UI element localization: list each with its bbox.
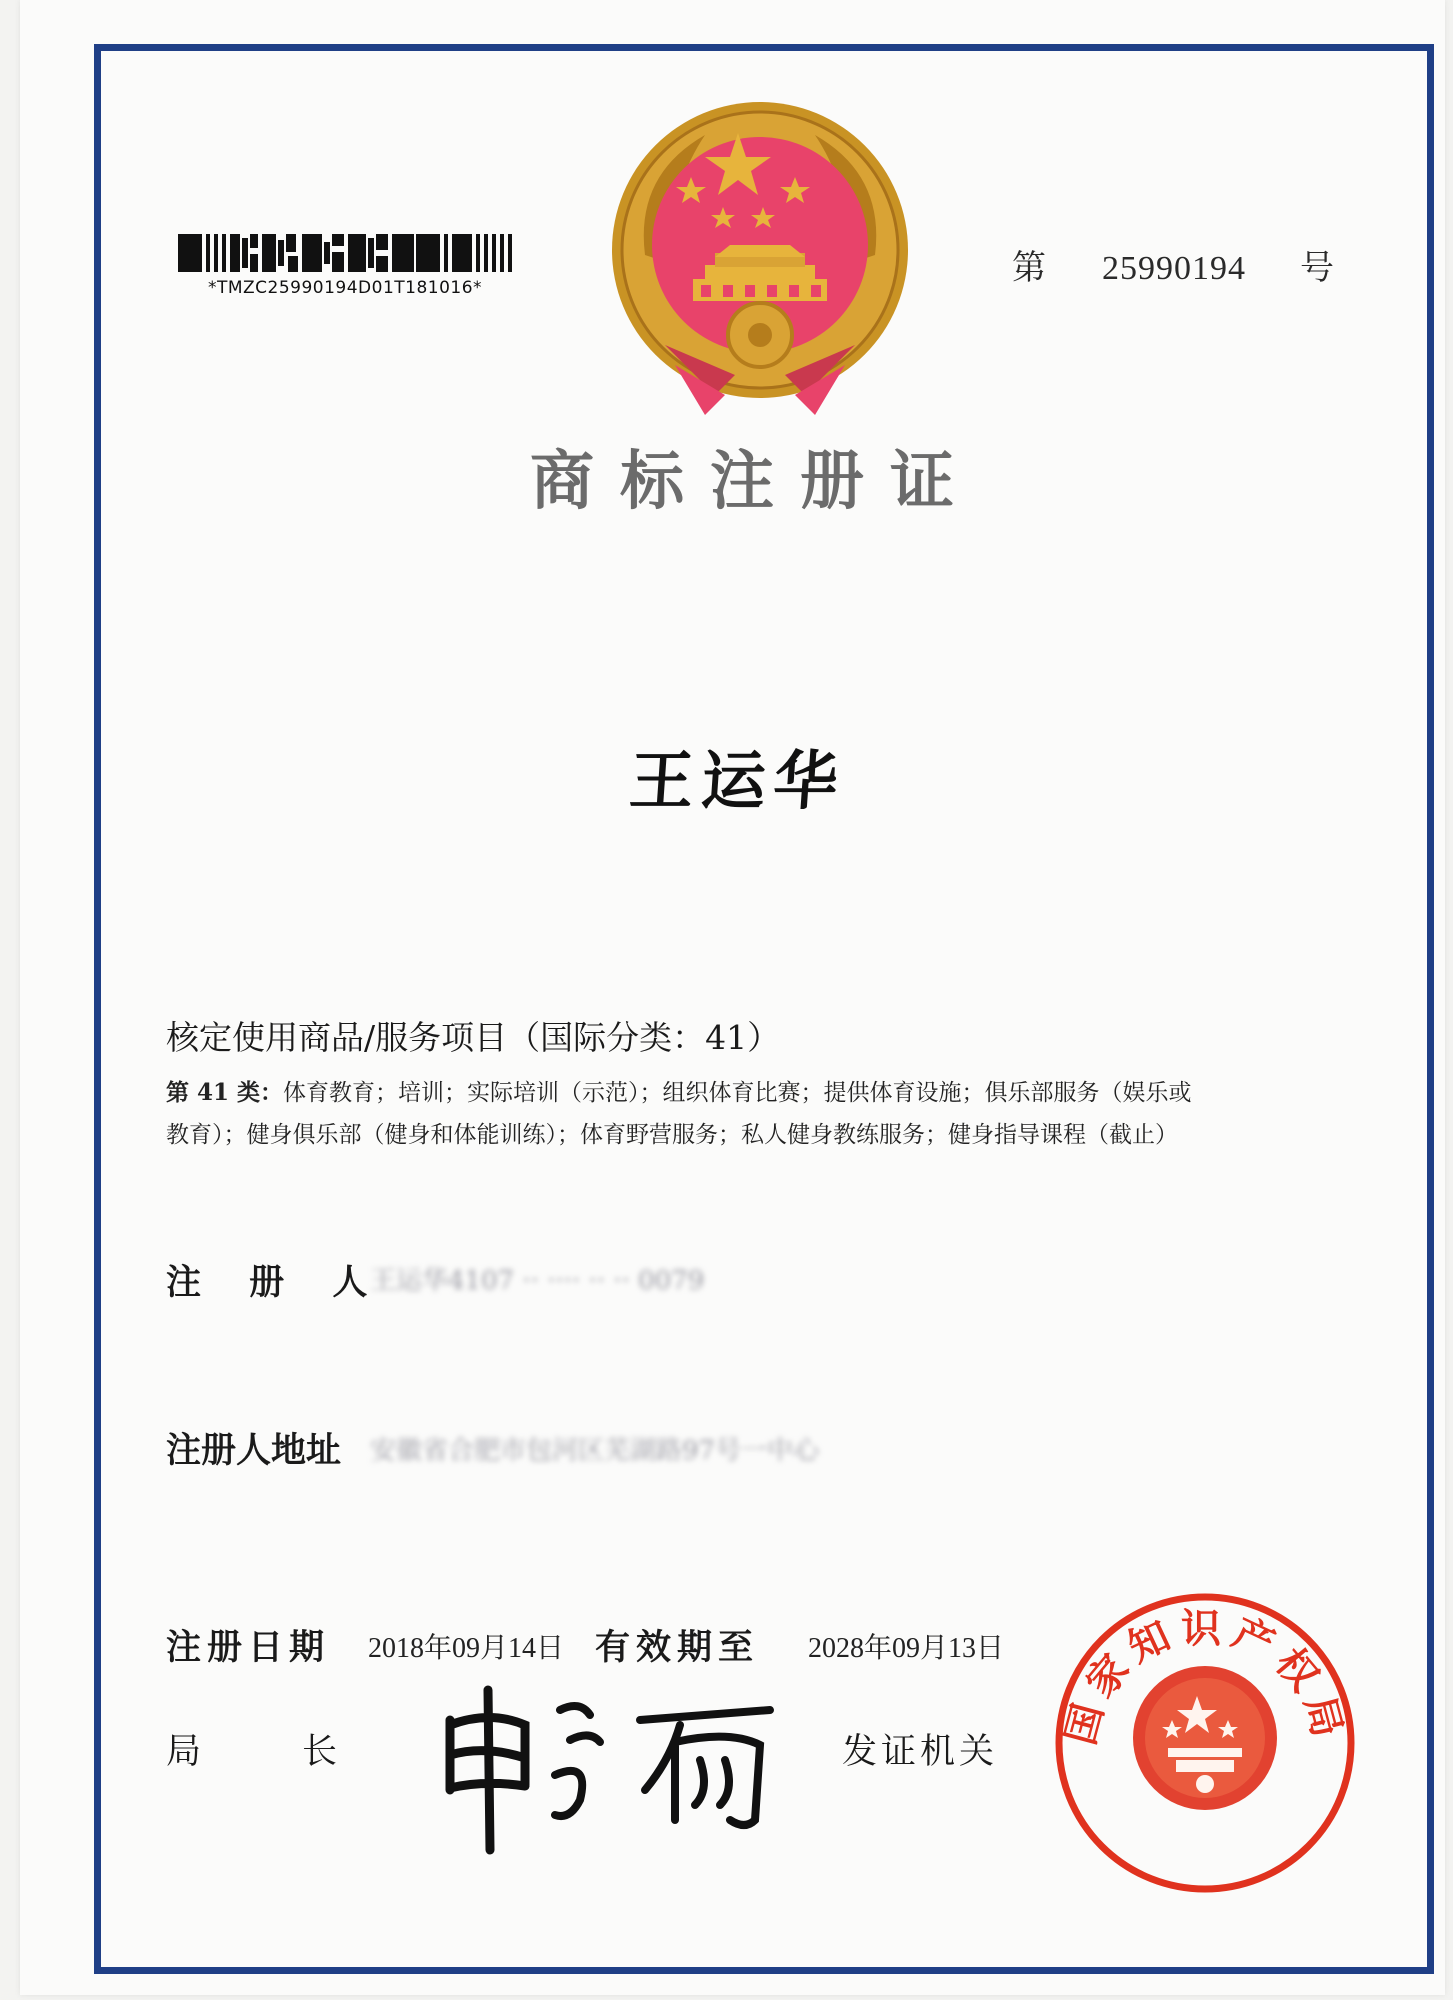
registration-date-label: 注册日期 [166,1627,331,1668]
certificate-number [1012,240,1334,289]
barcode-text: *TMZC25990194D01T181016* [207,278,483,298]
serial-number: 25990194 [1102,250,1246,287]
goods-line-1 [166,1072,1356,1114]
goods-list [166,1072,1356,1156]
barcode-image [178,234,512,272]
certificate-sheet [20,0,1445,1995]
official-seal-icon [1050,1588,1360,1898]
registrant-value: 王运华4107 ·· ···· ·· ·· 0079 [370,1266,705,1296]
director-signature [430,1680,810,1860]
registrant-label: 注 册 人 [166,1262,386,1303]
goods-class-label: 第 41 类： [166,1079,284,1106]
issuer-label: 发证机关 [842,1732,999,1772]
national-emblem-icon [605,95,915,425]
serial-suffix: 号 [1300,250,1334,287]
goods-line-2: 教育）；健身俱乐部（健身和体能训练）；体育野营服务；私人健身教练服务；健身指导课程（截止） [166,1122,1178,1148]
address-value: 安徽省合肥市包河区芜湖路97号一中心 [370,1436,820,1466]
address-label: 注册人地址 [166,1430,342,1471]
registration-date-value: 2018年09月14日 [368,1633,565,1664]
certificate-title: 商标注册证 [530,444,980,519]
seal-text: 国家知识产权局 [1057,1606,1353,1750]
serial-prefix: 第 [1012,250,1046,287]
goods-heading: 核定使用商品/服务项目（国际分类：41） [166,1018,781,1057]
valid-until-value: 2028年09月13日 [808,1633,1005,1664]
director-label-1: 局 [166,1732,202,1772]
director-label-2: 长 [302,1732,338,1772]
goods-line-1-text: 体育教育；培训；实际培训（示范）；组织体育比赛；提供体育设施；俱乐部服务（娱乐或 [283,1080,1192,1106]
trademark-text: 王运华 [626,744,849,819]
valid-until-label: 有效期至 [595,1627,760,1668]
